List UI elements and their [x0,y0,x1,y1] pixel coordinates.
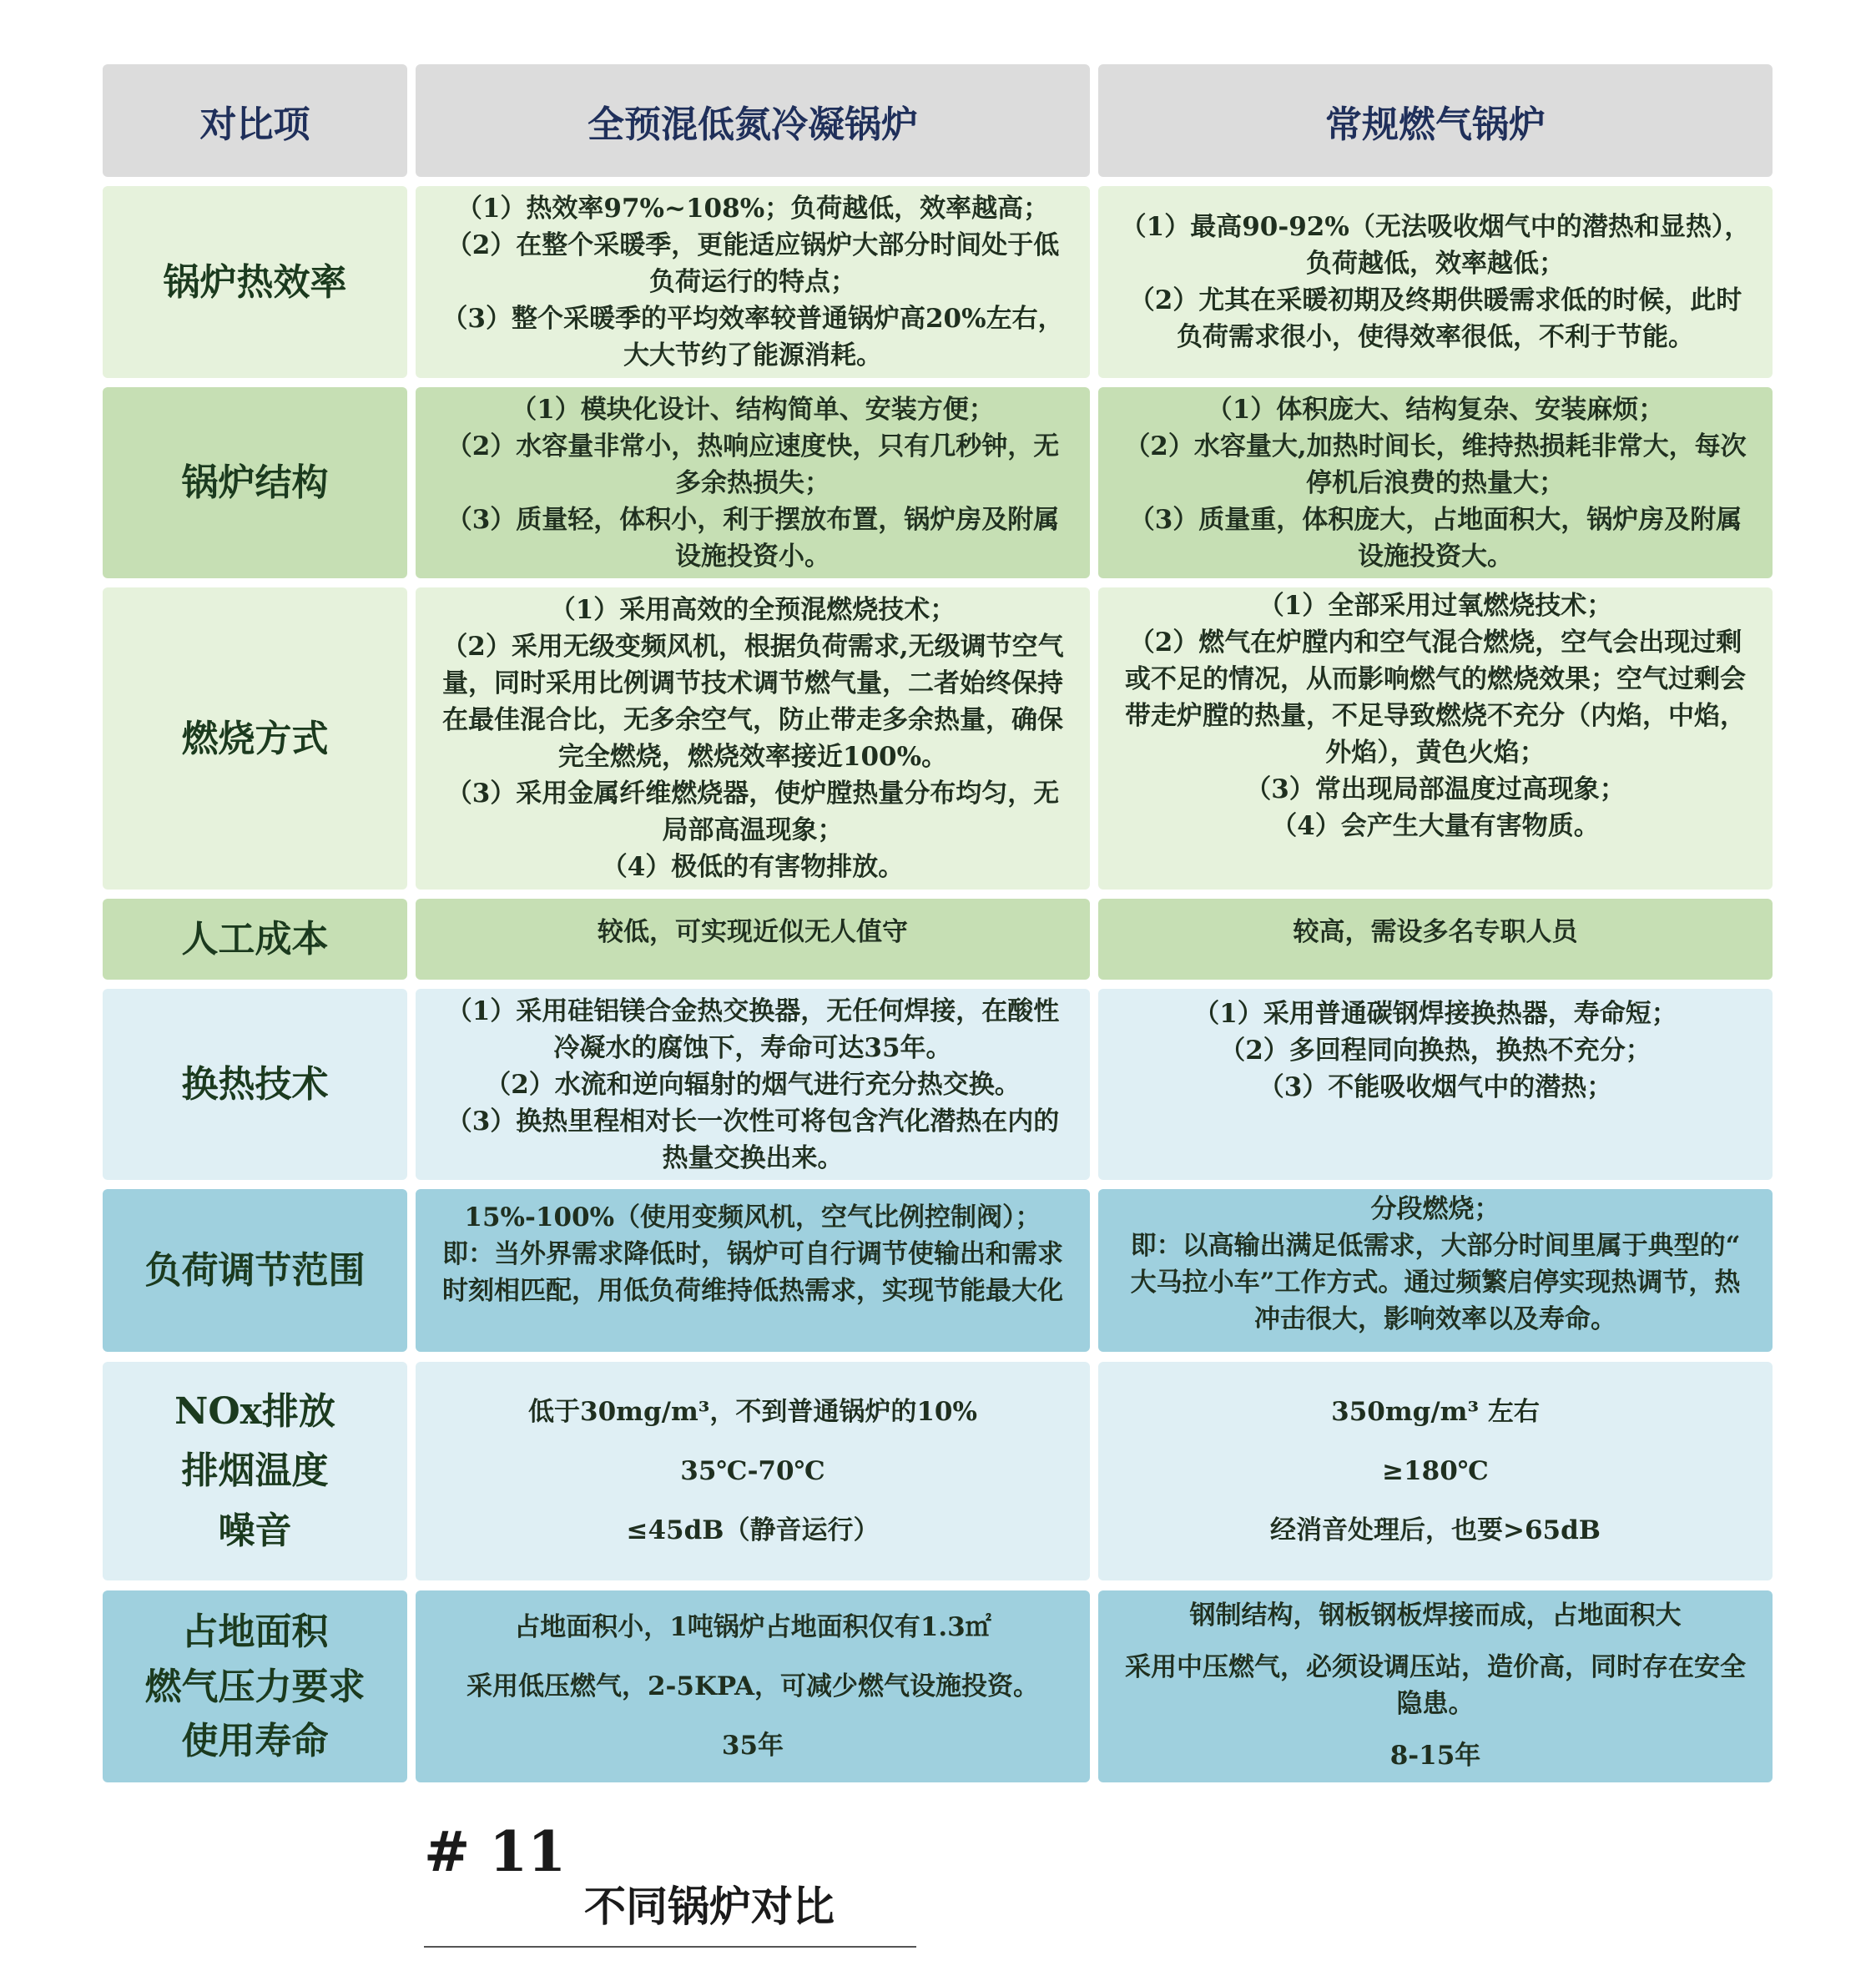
header-label: 全预混低氮冷凝锅炉 [588,103,918,146]
row-label-emissions: NOx排放 排烟温度 噪音 [103,1362,407,1580]
header-label: 对比项 [199,103,310,146]
row-structure-conventional: （1）体积庞大、结构复杂、安装麻烦； （2）水容量大,加热时间长，维持热损耗非常大，每次 停机后浪费的热量大； （3）质量重，体积庞大，占地面积大，锅炉房及附属 设施投资大。 [1098,387,1773,578]
header-label: 常规燃气锅炉 [1325,103,1546,146]
figure-title: 不同锅炉对比 [584,1882,835,1931]
row-labor-cost-conventional: 较高，需设多名专职人员 [1098,899,1773,980]
header-col-item [103,64,407,177]
row-footprint-condensing: 占地面积小，1吨锅炉占地面积仅有1.3㎡ 采用低压燃气，2-5KPA，可减少燃气设施投资。 35年 [416,1590,1090,1782]
row-efficiency-conventional: （1）最高90-92%（无法吸收烟气中的潜热和显热）， 负荷越低，效率越低； （2）尤其在采暖初期及终期供暖需求低的时候，此时 负荷需求很小，使得效率很低，不利于节能。 [1098,186,1773,378]
row-combustion-condensing: （1）采用高效的全预混燃烧技术； （2）采用无级变频风机，根据负荷需求,无级调节空气 量，同时采用比例调节技术调节燃气量，二者始终保持 在最佳混合比，无多余空气，防止带走多余热量，确保 完全燃烧，燃烧效率接近100%。 （3）采用金属纤维燃烧器，使炉膛热量分布均匀，无 局部高温现象； （4）极低的有害物排放。 [416,587,1090,890]
row-emissions-condensing: 低于30mg/m³，不到普通锅炉的10% 35℃-70℃ ≤45dB（静音运行） [416,1362,1090,1580]
row-efficiency-condensing: （1）热效率97%~108%；负荷越低，效率越高； （2）在整个采暖季，更能适应锅炉大部分时间处于低 负荷运行的特点； （3）整个采暖季的平均效率较普通锅炉高20%左右， 大大节约了能源消耗。 [416,186,1090,378]
row-combustion-conventional: （1）全部采用过氧燃烧技术； （2）燃气在炉膛内和空气混合燃烧，空气会出现过剩 或不足的情况，从而影响燃气的燃烧效果；空气过剩会 带走炉膛的热量，不足导致燃烧不充分（内焰，中焰， 外焰），黄色火焰； （3）常出现局部温度过高现象； （4）会产生大量有害物质。 [1098,587,1773,890]
row-load-range-condensing: 15%-100%（使用变频风机，空气比例控制阀）； 即：当外界需求降低时，锅炉可自行调节使输出和需求 时刻相匹配，用低负荷维持低热需求，实现节能最大化 [416,1189,1090,1352]
row-structure-condensing: （1）模块化设计、结构简单、安装方便； （2）水容量非常小，热响应速度快，只有几秒钟，无 多余热损失； （3）质量轻，体积小，利于摆放布置，锅炉房及附属 设施投资小。 [416,387,1090,578]
row-load-range-conventional: 分段燃烧； 即：以高输出满足低需求，大部分时间里属于典型的“ 大马拉小车”工作方式。通过频繁启停实现热调节，热 冲击很大，影响效率以及寿命。 [1098,1189,1773,1352]
row-label-heat-exchange: 换热技术 [103,989,407,1180]
row-label-labor-cost: 人工成本 [103,899,407,980]
row-label-efficiency: 锅炉热效率 [103,186,407,378]
title-underline [424,1946,916,1948]
row-label-load-range: 负荷调节范围 [103,1189,407,1352]
row-footprint-conventional: 钢制结构，钢板钢板焊接而成，占地面积大 采用中压燃气，必须设调压站，造价高，同时存在安全 隐患。 8-15年 [1098,1590,1773,1782]
header-col-conventional [1098,64,1773,177]
row-heat-exchange-condensing: （1）采用硅铝镁合金热交换器，无任何焊接，在酸性 冷凝水的腐蚀下，寿命可达35年。 （2）水流和逆向辐射的烟气进行充分热交换。 （3）换热里程相对长一次性可将包含汽化潜热在内的 热量交换出来。 [416,989,1090,1180]
header-col-condensing [416,64,1090,177]
row-labor-cost-condensing: 较低，可实现近似无人值守 [416,899,1090,980]
figure-number: # 11 [424,1819,567,1884]
row-label-structure: 锅炉结构 [103,387,407,578]
row-label-footprint: 占地面积 燃气压力要求 使用寿命 [103,1590,407,1782]
row-heat-exchange-conventional: （1）采用普通碳钢焊接换热器，寿命短； （2）多回程同向换热，换热不充分； （3）不能吸收烟气中的潜热； [1098,989,1773,1180]
row-label-combustion: 燃烧方式 [103,587,407,890]
row-emissions-conventional: 350mg/m³ 左右 ≥180℃ 经消音处理后，也要>65dB [1098,1362,1773,1580]
